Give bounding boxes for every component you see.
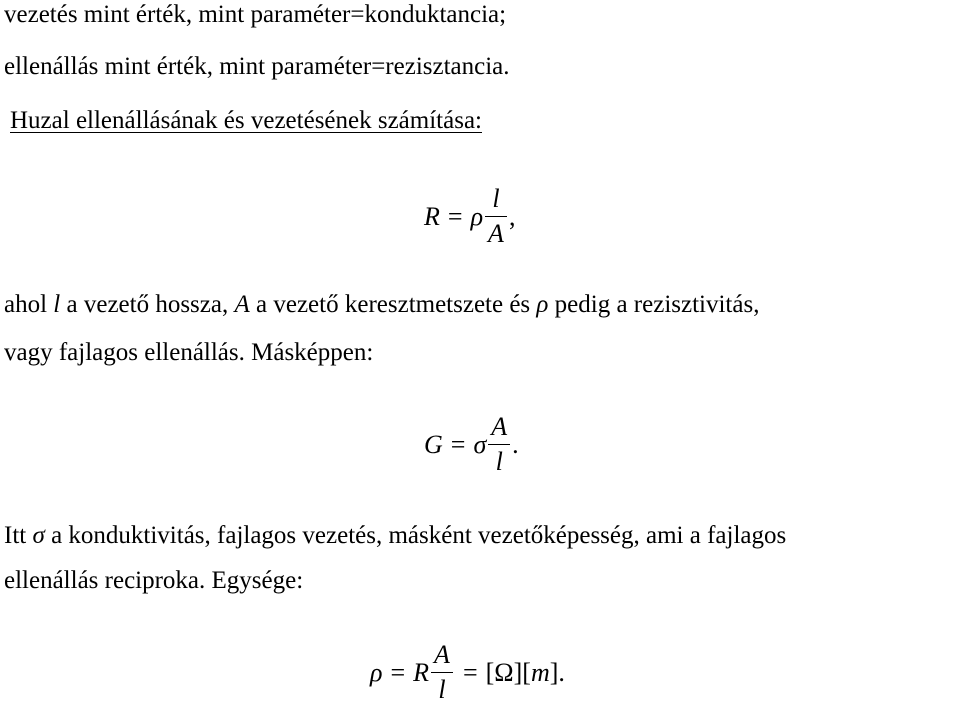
p1-text-mid1: a vezető hossza, — [60, 291, 235, 318]
eq2-coef: σ — [473, 429, 487, 459]
p1-var-rho: ρ — [536, 291, 549, 318]
eq3-numerator: A — [434, 640, 450, 669]
eq3-bracket-close-1: ] — [513, 657, 523, 687]
p1-var-l: l — [53, 291, 61, 318]
eq2-numerator: A — [491, 412, 508, 441]
eq1-equals: = — [447, 201, 463, 231]
p1-text-mid2: a vezető keresztmetszete és — [249, 291, 537, 318]
eq3-bracket-open-2: [ — [522, 657, 531, 687]
eq1-numerator: l — [492, 184, 500, 213]
eq1-coef: ρ — [470, 201, 484, 231]
eq2-denominator: l — [495, 447, 503, 476]
text-line-2: ellenállás mint érték, mint paraméter=rezisztancia. — [4, 53, 510, 80]
eq1-tail: , — [508, 201, 516, 231]
eq2-equals: = — [450, 429, 466, 459]
p2-text-post: a konduktivitás, fajlagos vezetés, másként vezetőképesség, ami a fajlagos — [44, 522, 787, 549]
paragraph-1-line-2: vagy fajlagos ellenállás. Másképpen: — [4, 339, 374, 366]
eq1-lhs: R — [424, 201, 440, 231]
eq3-bracket-close-2: ] — [549, 657, 559, 687]
eq3-denominator: l — [438, 675, 446, 704]
p2-text-pre: Itt — [4, 522, 33, 549]
p2-var-sigma: σ — [32, 522, 45, 549]
eq1-denominator: A — [488, 219, 504, 248]
paragraph-2-line-2: ellenállás reciproka. Egysége: — [4, 567, 304, 594]
equation-resistance — [424, 182, 515, 251]
equation-conductance — [424, 410, 519, 479]
p1-text-post: pedig a rezisztivitás, — [548, 291, 760, 318]
eq3-unit-ohm: Ω — [494, 657, 514, 687]
text-line-1: vezetés mint érték, mint paraméter=konduktancia; — [4, 1, 507, 28]
eq3-equals-2: = — [462, 657, 478, 687]
eq3-tail: . — [558, 657, 565, 687]
eq3-equals-1: = — [390, 657, 406, 687]
eq3-coef: R — [413, 657, 430, 687]
equation-resistivity-unit — [370, 638, 565, 707]
eq3-lhs: ρ — [370, 657, 383, 687]
p1-text-pre: ahol — [4, 291, 54, 318]
eq2-lhs: G — [424, 429, 443, 459]
paragraph-2-line-1 — [4, 521, 786, 551]
eq3-unit-m: m — [530, 657, 550, 687]
eq1-fraction — [485, 182, 507, 251]
eq2-tail: . — [512, 429, 519, 459]
eq3-fraction — [431, 638, 453, 707]
paragraph-1-line-1 — [4, 290, 759, 320]
eq3-bracket-open-1: [ — [485, 657, 495, 687]
section-heading: Huzal ellenállásának és vezetésének számítása: — [10, 107, 482, 134]
eq2-fraction — [488, 410, 510, 479]
p1-var-A: A — [234, 291, 250, 318]
